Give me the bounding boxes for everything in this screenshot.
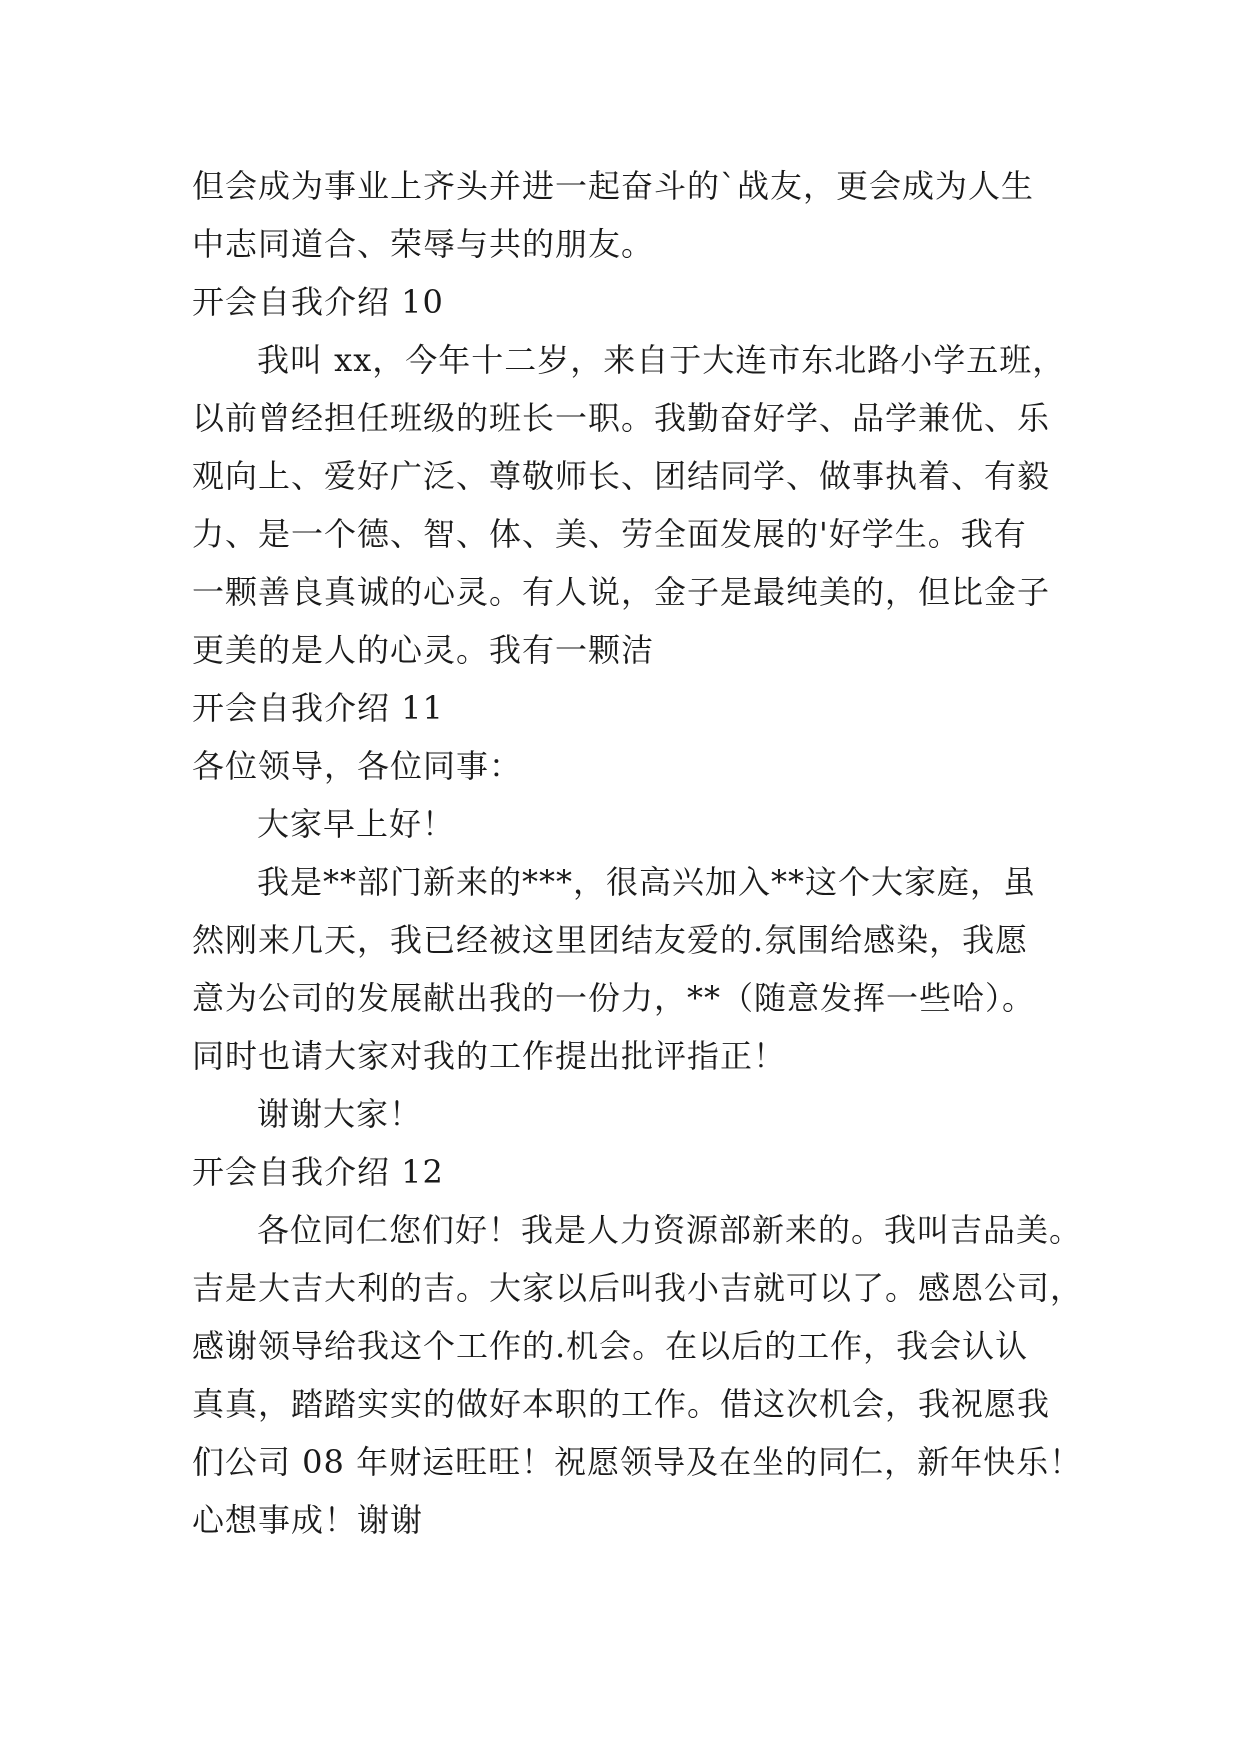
- paragraph-line: 更美的是人的心灵。我有一颗洁: [192, 631, 655, 669]
- closing-line: 谢谢大家！: [257, 1095, 423, 1133]
- salutation-line: 各位领导，各位同事：: [192, 747, 523, 785]
- paragraph-line: 吉是大吉大利的吉。大家以后叫我小吉就可以了。感恩公司，: [192, 1269, 1084, 1307]
- paragraph-line: 我是**部门新来的***，很高兴加入**这个大家庭，虽: [257, 863, 1037, 901]
- paragraph-line: 同时也请大家对我的工作提出批评指正！: [192, 1037, 787, 1075]
- paragraph-line: 们公司 08 年财运旺旺！祝愿领导及在坐的同仁，新年快乐！: [192, 1443, 1083, 1481]
- greeting-line: 大家早上好！: [257, 805, 456, 843]
- section-heading: 开会自我介绍 11: [192, 689, 444, 727]
- paragraph-line: 意为公司的发展献出我的一份力，**（随意发挥一些哈）。: [192, 979, 1036, 1017]
- paragraph-line: 以前曾经担任班级的班长一职。我勤奋好学、品学兼优、乐: [192, 399, 1051, 437]
- paragraph-line: 一颗善良真诚的心灵。有人说，金子是最纯美的，但比金子: [192, 573, 1051, 611]
- paragraph-line: 观向上、爱好广泛、尊敬师长、团结同学、做事执着、有毅: [192, 457, 1051, 495]
- paragraph-line: 力、是一个德、智、体、美、劳全面发展的'好学生。我有: [192, 515, 1027, 553]
- paragraph-line: 真真，踏踏实实的做好本职的工作。借这次机会，我祝愿我: [192, 1385, 1051, 1423]
- paragraph-line: 各位同仁您们好！我是人力资源部新来的。我叫吉品美。: [257, 1211, 1083, 1249]
- paragraph-line: 我叫 xx，今年十二岁，来自于大连市东北路小学五班，: [257, 341, 1066, 379]
- paragraph-line: 感谢领导给我这个工作的.机会。在以后的工作，我会认认: [192, 1327, 1029, 1365]
- paragraph-line: 心想事成！谢谢: [192, 1501, 424, 1539]
- paragraph-line: 但会成为事业上齐头并进一起奋斗的`战友，更会成为人生: [192, 167, 1035, 205]
- section-heading: 开会自我介绍 12: [192, 1153, 444, 1191]
- section-heading: 开会自我介绍 10: [192, 283, 444, 321]
- paragraph-line: 然刚来几天，我已经被这里团结友爱的.氛围给感染，我愿: [192, 921, 1029, 959]
- paragraph-line: 中志同道合、荣辱与共的朋友。: [192, 225, 655, 263]
